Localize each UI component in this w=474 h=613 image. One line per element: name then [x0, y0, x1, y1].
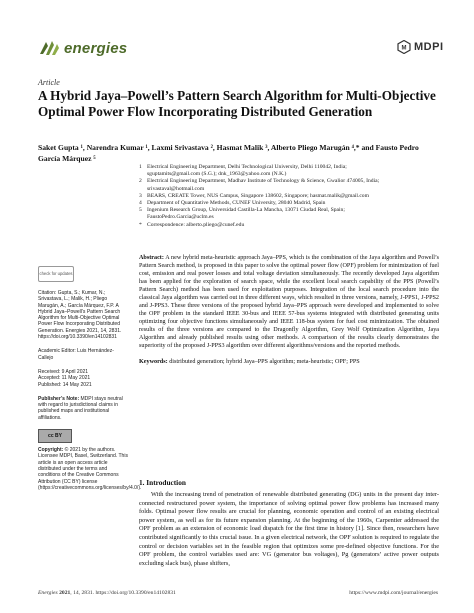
academic-editor: Academic Editor: Luis Hernández-Callejo: [38, 348, 114, 361]
cc-license-icon[interactable]: cc BY: [38, 429, 72, 443]
mdpi-logo-icon: [397, 40, 411, 54]
energies-logo-icon: [38, 38, 60, 58]
affiliation-item: 2 Electrical Engineering Department, Madhav Institute of Technology & Science, Gwalior 474005, India; srivastaval@hotmail.com: [139, 178, 380, 192]
affiliations: [139, 164, 439, 229]
publisher-logo[interactable]: [397, 40, 444, 54]
paper-title: A Hybrid Jaya–Powell’s Pattern Search Algorithm for Multi-Objective Optimal Power Flow Incorporating Distributed Generation: [38, 88, 436, 119]
copyright: Copyright: © 2021 by the authors. Licensee MDPI, Basel, Switzerland. This article is an open access article distributed under the terms and conditions of the Creative Commons Attribution (CC BY) license (https://creativecommons.org/licenses/by/4.0/).: [38, 447, 142, 491]
accepted-date: Accepted: 11 May 2021: [38, 375, 91, 382]
publisher-note: Publisher’s Note: MDPI stays neutral with regard to jurisdictional claims in published maps and institutional affiliations.: [38, 395, 123, 421]
abstract-section: [139, 254, 439, 372]
journal-logo[interactable]: [38, 38, 127, 58]
keywords: Keywords: distributed generation; hybrid Jaya–PPS algorithm; meta-heuristic; OPF; PPS: [139, 359, 360, 365]
affiliation-item: 4 Department of Quantitative Methods, CUNEF University, 28040 Madrid, Spain: [139, 200, 326, 207]
footer: [38, 590, 438, 596]
received-date: Received: 9 April 2021: [38, 368, 89, 375]
published-date: Published: 14 May 2021: [38, 381, 92, 388]
affiliation-item: 1 Electrical Engineering Department, Delhi Technological University, Delhi 110042, India; sguptamits@gmail.com (S.G.); dnk_1963@yahoo.com (N.K.): [139, 164, 347, 178]
check-updates-button[interactable]: check for updates: [38, 266, 74, 282]
section-heading: 1. Introduction: [139, 478, 186, 487]
affiliation-item: 5 Ingenium Research Group, Universidad Castilla-La Mancha, 13071 Ciudad Real, Spain; FaustoPedro.Garcia@uclm.es: [139, 207, 345, 221]
article-type: Article: [38, 78, 60, 87]
footer-citation: Energies 2021, 14, 2831. https://doi.org/10.3390/en14102831: [38, 590, 176, 596]
footer-url[interactable]: https://www.mdpi.com/journal/energies: [349, 590, 438, 596]
affiliation-item: 3 BEARS, CREATE Tower, NUS Campus, Singapore 138602, Singapore; hasmat.malik@gmail.com: [139, 192, 369, 199]
correspondence: * Correspondence: alberto.pliego@cunef.edu: [139, 221, 245, 228]
citation: Citation: Gupta, S.; Kumar, N.; Srivastava, L.; Malik, H.; Pliego Marugán, A.; García Márquez, F.P. A Hybrid Jaya–Powell’s Pattern Search Algorithm for Multi-Objective Optimal Power Flow Incorporating Distributed Generation. Energies 2021, 14, 2831. https://doi.org/10.3390/en14102831: [38, 290, 122, 341]
introduction-text: With the increasing trend of penetration of renewable distributed generating (DG) units in the present day inter-connected restructured power system, the importance of solving optimal power flow problems has increased many folds. Optimal power flow results are crucial for planning, economic operation and control of an existing electrical power system, as well as for its future expansion planning. At the beginning of the 1960s, Carpentier addressed the OPF problem as an extension of economic load dispatch for the first time in history [1]. Since then, researchers have contributed significantly to this crucial issue. In a given electrical network, the OPF solution is required to regulate the control or decision variables set in the feasible region that optimizes some pre-defined objective functions. For the OPF problem, the control variables used are: VG (generator bus voltages), Pg (generators’ active power outputs excluding slack bus), phase shifters,: [139, 491, 439, 567]
abstract: Abstract: A new hybrid meta-heuristic approach Jaya–PPS, which is the combination of the Jaya algorithm and Powell’s Pattern Search method, is proposed in this paper to solve the optimal power flow (OPF) problem for minimization of fuel cost, emission and real power losses and total voltage deviation simultaneously. The recently developed Jaya algorithm has been applied for the exploration of search space, while the excellent local search capability of the PPS (Powell’s Pattern Search) method has been used for exploitation purposes. Integration of the local search procedure into the classical Jaya algorithm was carried out in three different ways, which resulted in three versions, namely, J-PPS1, J-PPS2 and J-PPS3. These three versions of the proposed hybrid Jaya–PPS approach were developed and implemented to solve the OPF problem in the standard IEEE 30-bus and IEEE 57-bus systems integrated with distributed generating units optimizing four objective functions simultaneously and IEEE 118-bus system for fuel cost minimization. The obtained results of the three versions are compared to the Dragonfly Algorithm, Grey Wolf Optimization Algorithm, Jaya Algorithm and already published results using other methods. A comparison of the results clearly demonstrates the superiority of the proposed J-PPS3 algorithm over different algorithms/versions and the reported methods.: [139, 255, 439, 349]
journal-name: energies: [64, 39, 128, 57]
svg-text:M: M: [401, 45, 407, 52]
dates: [38, 369, 128, 388]
publisher-name: MDPI: [414, 41, 444, 53]
author-list: Saket Gupta ¹, Narendra Kumar ¹, Laxmi Srivastava ², Hasmat Malik ³, Alberto Pliego Marugán ⁴,* and Fausto Pedro García Márquez ⁵: [38, 143, 419, 163]
sidebar: [38, 266, 142, 499]
